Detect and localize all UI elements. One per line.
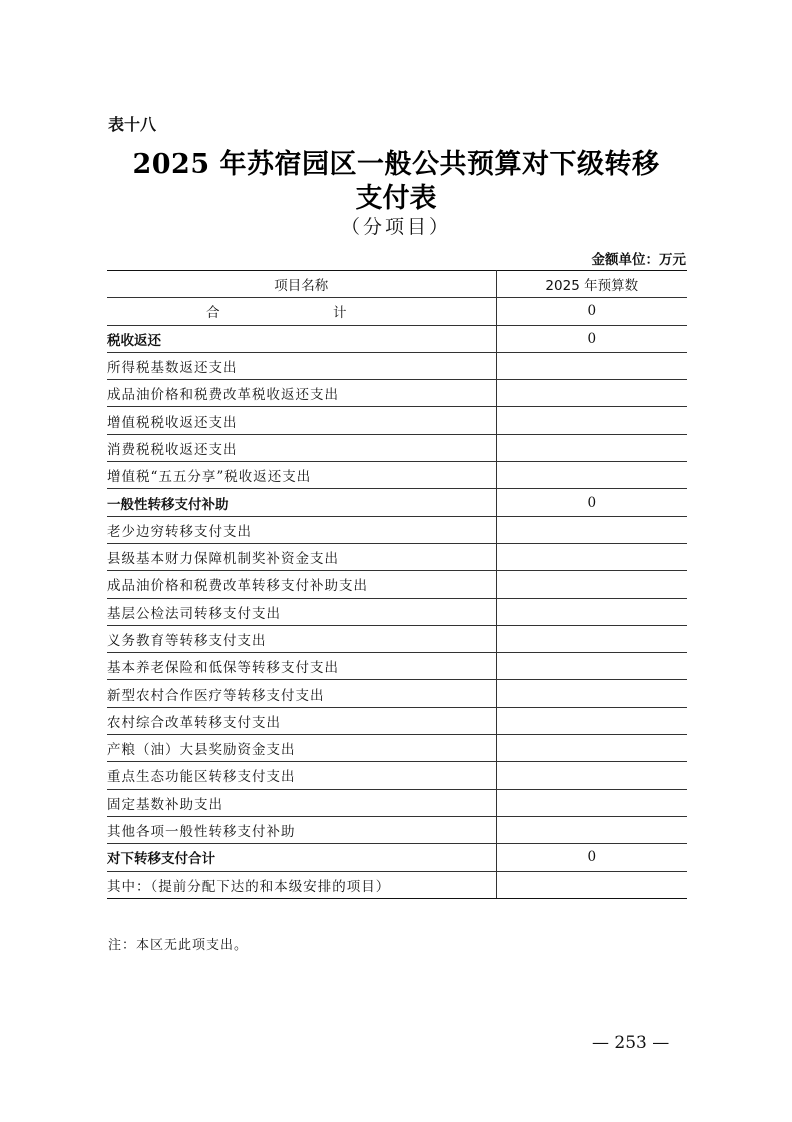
table-row bbox=[107, 462, 687, 489]
table-row bbox=[107, 543, 687, 570]
table-row bbox=[107, 707, 687, 734]
row-label: 固定基数补助支出 bbox=[107, 789, 496, 816]
row-value bbox=[496, 543, 687, 570]
row-value bbox=[496, 816, 687, 843]
table-row bbox=[107, 598, 687, 625]
table-row bbox=[107, 871, 687, 898]
row-label: 消费税税收返还支出 bbox=[107, 434, 496, 461]
row-label: 重点生态功能区转移支付支出 bbox=[107, 762, 496, 789]
row-value bbox=[496, 571, 687, 598]
table-row bbox=[107, 735, 687, 762]
table-row bbox=[107, 380, 687, 407]
row-label: 产粮（油）大县奖励资金支出 bbox=[107, 735, 496, 762]
row-label: 基层公检法司转移支付支出 bbox=[107, 598, 496, 625]
table-row bbox=[107, 489, 687, 516]
row-label: 一般性转移支付补助 bbox=[107, 489, 496, 516]
table-row bbox=[107, 789, 687, 816]
row-label: 合 计 bbox=[107, 298, 496, 325]
row-value: 0 bbox=[496, 489, 687, 516]
budget-table bbox=[107, 270, 687, 899]
row-value bbox=[496, 516, 687, 543]
table-row bbox=[107, 653, 687, 680]
table-row bbox=[107, 407, 687, 434]
row-label: 其他各项一般性转移支付补助 bbox=[107, 816, 496, 843]
row-label: 税收返还 bbox=[107, 325, 496, 352]
row-value bbox=[496, 762, 687, 789]
row-value bbox=[496, 434, 687, 461]
row-value bbox=[496, 680, 687, 707]
row-value bbox=[496, 653, 687, 680]
table-row bbox=[107, 680, 687, 707]
row-label: 义务教育等转移支付支出 bbox=[107, 625, 496, 652]
column-header-value: 2025 年预算数 bbox=[496, 271, 687, 298]
row-value bbox=[496, 380, 687, 407]
row-label: 新型农村合作医疗等转移支付支出 bbox=[107, 680, 496, 707]
table-row bbox=[107, 571, 687, 598]
row-label: 老少边穷转移支付支出 bbox=[107, 516, 496, 543]
table-number: 表十八 bbox=[108, 115, 157, 134]
row-label: 所得税基数返还支出 bbox=[107, 352, 496, 379]
row-label: 农村综合改革转移支付支出 bbox=[107, 707, 496, 734]
row-value: 0 bbox=[496, 325, 687, 352]
column-header-name: 项目名称 bbox=[107, 271, 496, 298]
row-label: 县级基本财力保障机制奖补资金支出 bbox=[107, 543, 496, 570]
row-value bbox=[496, 735, 687, 762]
row-value bbox=[496, 598, 687, 625]
page-title-line2: 支付表 bbox=[355, 183, 437, 214]
amount-unit: 金额单位：万元 bbox=[591, 252, 686, 268]
table-header-row bbox=[107, 271, 687, 298]
table-row bbox=[107, 352, 687, 379]
row-value bbox=[496, 707, 687, 734]
row-value bbox=[496, 462, 687, 489]
row-value: 0 bbox=[496, 844, 687, 871]
page-title: 2025 年苏宿园区一般公共预算对下级转移 bbox=[132, 149, 660, 180]
row-label: 成品油价格和税费改革税收返还支出 bbox=[107, 380, 496, 407]
row-label: 其中：（提前分配下达的和本级安排的项目） bbox=[107, 871, 496, 898]
table-row bbox=[107, 434, 687, 461]
row-value bbox=[496, 871, 687, 898]
row-label: 增值税税收返还支出 bbox=[107, 407, 496, 434]
row-label: 基本养老保险和低保等转移支付支出 bbox=[107, 653, 496, 680]
page-subtitle: （分项目） bbox=[340, 216, 451, 238]
row-value bbox=[496, 625, 687, 652]
row-value: 0 bbox=[496, 298, 687, 325]
row-value bbox=[496, 352, 687, 379]
row-label: 增值税“五五分享”税收返还支出 bbox=[107, 462, 496, 489]
page-number: — 253 — bbox=[592, 1033, 670, 1053]
row-value bbox=[496, 789, 687, 816]
table-row bbox=[107, 325, 687, 352]
row-label: 对下转移支付合计 bbox=[107, 844, 496, 871]
row-value bbox=[496, 407, 687, 434]
table-row bbox=[107, 816, 687, 843]
table-row bbox=[107, 625, 687, 652]
table-body bbox=[107, 298, 687, 899]
table-row bbox=[107, 516, 687, 543]
footnote: 注：本区无此项支出。 bbox=[108, 938, 249, 953]
row-label: 成品油价格和税费改革转移支付补助支出 bbox=[107, 571, 496, 598]
table-row bbox=[107, 762, 687, 789]
table-row bbox=[107, 844, 687, 871]
table-row bbox=[107, 298, 687, 325]
